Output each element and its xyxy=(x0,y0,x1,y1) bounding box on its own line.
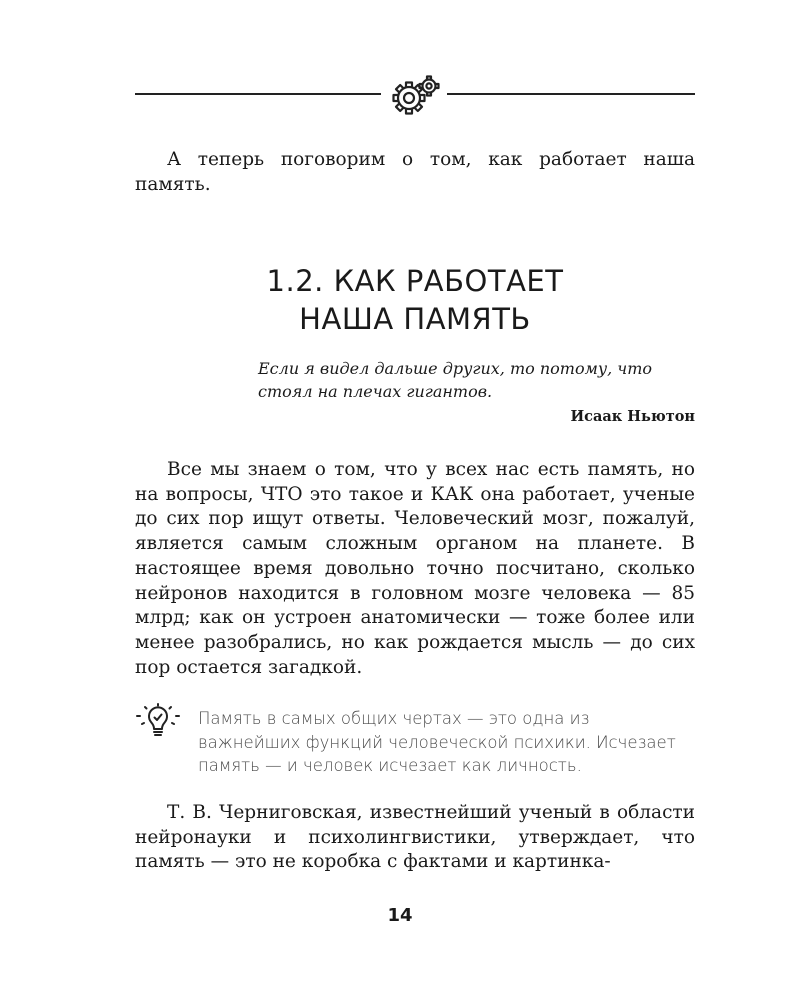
chapter-heading xyxy=(135,262,695,338)
chapter-heading-line-2: НАША ПАМЯТЬ xyxy=(299,302,531,336)
gears-icon xyxy=(385,72,447,116)
section-divider xyxy=(135,72,695,116)
page-number: 14 xyxy=(387,905,413,926)
divider-line-right xyxy=(447,93,695,95)
body-paragraph-1: Все мы знаем о том, что у всех нас есть память, но на вопросы, ЧТО это такое и КАК она работает, ученые до сих пор ищут ответы. Человеческий мозг, пожалуй, является самым сложным органом на планете. В настоящее время довольно точно посчитано, сколько нейронов находится в головном мозге человека — 85 млрд; как он устроен анатомически — тоже более или менее разобрались, но как рождается мысль — до сих пор остается загадкой. xyxy=(135,459,695,678)
epigraph-quote: Если я видел дальше других, то потому, что стоял на плечах гигантов. xyxy=(258,359,653,401)
intro-paragraph: А теперь поговорим о том, как работает наша память. xyxy=(135,149,695,195)
body-paragraph-2: Т. В. Черниговская, известнейший ученый в области нейронауки и психолингвистики, утверждает, что память — это не коробка с фактами и картинка- xyxy=(135,802,695,873)
lightbulb-check-icon xyxy=(134,702,182,742)
callout-text: Память в самых общих чертах — это одна из важнейших функций человеческой психики. Исчезает память — и человек исчезает как личность. xyxy=(198,709,676,775)
divider-line-left xyxy=(135,93,381,95)
epigraph-author: Исаак Ньютон xyxy=(570,408,695,425)
chapter-heading-line-1: 1.2. КАК РАБОТАЕТ xyxy=(266,264,564,298)
